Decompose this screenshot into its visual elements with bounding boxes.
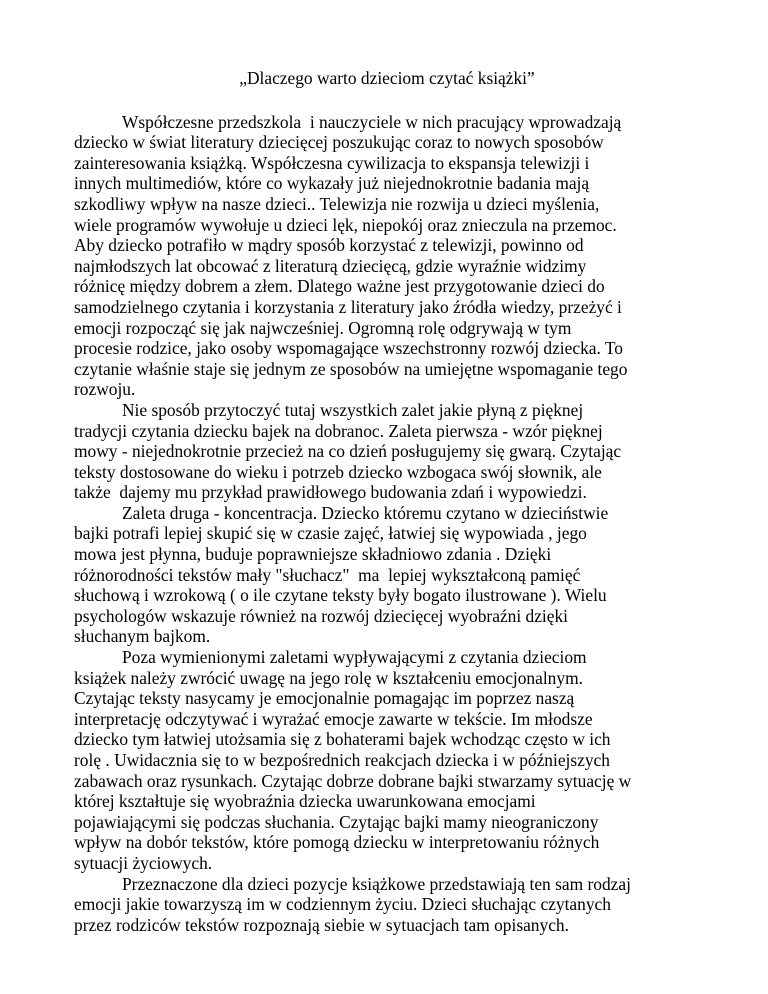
text-line: sytuacji życiowych. — [74, 852, 213, 873]
text-line: Przeznaczone dla dzieci pozycje książkowe przedstawiają ten sam rodzaj — [122, 873, 631, 894]
text-line: emocji jakie towarzyszą im w codziennym życiu. Dzieci słuchając czytanych — [74, 894, 611, 915]
text-line: wpływ na dobór tekstów, które pomogą dziecku w interpretowaniu różnych — [74, 832, 600, 853]
document-page — [74, 68, 700, 935]
text-line: Poza wymienionymi zaletami wypływającymi z czytania dzieciom — [122, 647, 587, 668]
text-line: najmłodszych lat obcować z literaturą dziecięcą, gdzie wyraźnie widzimy — [74, 255, 587, 276]
text-line: czytanie właśnie staje się jednym ze sposobów na umiejętne wspomaganie tego — [74, 358, 628, 379]
text-line: bajki potrafi lepiej skupić się w czasie zajęć, łatwiej się wypowiada , jego — [74, 523, 587, 544]
text-line: mowy - niejednokrotnie przecież na co dzień posługujemy się gwarą. Czytając — [74, 441, 622, 462]
document-body — [74, 112, 700, 936]
paragraph — [74, 647, 700, 874]
text-line: mowa jest płynna, buduje poprawniejsze składniowo zdania . Dzięki — [74, 544, 552, 565]
text-line: interpretację odczytywać i wyrażać emocje zawarte w tekście. Im młodsze — [74, 708, 593, 729]
text-line: tradycji czytania dziecku bajek na dobranoc. Zaleta pierwsza - wzór pięknej — [74, 420, 603, 441]
paragraph — [74, 503, 700, 647]
text-line: Czytając teksty nasycamy je emocjonalnie pomagając im poprzez naszą — [74, 688, 575, 709]
text-line: której kształtuje się wyobraźnia dziecka uwarunkowana emocjami — [74, 791, 536, 812]
paragraph — [74, 400, 700, 503]
text-line: wiele programów wywołuje u dzieci lęk, niepokój oraz znieczula na przemoc. — [74, 214, 617, 235]
text-line: szkodliwy wpływ na nasze dzieci.. Telewizja nie rozwija u dzieci myślenia, — [74, 193, 600, 214]
text-line: zabawach oraz rysunkach. Czytając dobrze dobrane bajki stwarzamy sytuację w — [74, 770, 632, 791]
text-line: samodzielnego czytania i korzystania z literatury jako źródła wiedzy, przeżyć i — [74, 296, 622, 317]
document-title: „Dlaczego warto dzieciom czytać książki” — [239, 68, 535, 88]
text-line: Zaleta druga - koncentracja. Dziecko któremu czytano w dzieciństwie — [122, 502, 609, 523]
text-line: innych multimediów, które co wykazały już niejednokrotnie badania mają — [74, 173, 590, 194]
text-line: Nie sposób przytoczyć tutaj wszystkich zalet jakie płyną z pięknej — [122, 399, 584, 420]
text-line: zainteresowania książką. Współczesna cywilizacja to ekspansja telewizji i — [74, 152, 590, 173]
text-line: książek należy zwrócić uwagę na jego rolę w kształceniu emocjonalnym. — [74, 667, 583, 688]
text-line: rozwoju. — [74, 379, 136, 400]
text-line: dziecko w świat literatury dziecięcej poszukując coraz to nowych sposobów — [74, 132, 604, 153]
paragraph — [74, 112, 700, 400]
text-line: dziecko tym łatwiej utożsamia się z bohaterami bajek wchodząc często w ich — [74, 729, 611, 750]
text-line: różnicę między dobrem a złem. Dlatego ważne jest przygotowanie dzieci do — [74, 276, 605, 297]
text-line: różnorodności tekstów mały "słuchacz" ma lepiej wykształconą pamięć — [74, 564, 581, 585]
text-line: psychologów wskazuje również na rozwój dziecięcej wyobraźni dzięki — [74, 605, 568, 626]
text-line: przez rodziców tekstów rozpoznają siebie w sytuacjach tam opisanych. — [74, 914, 569, 935]
text-line: słuchanym bajkom. — [74, 626, 211, 647]
text-line: rolę . Uwidacznia się to w bezpośrednich reakcjach dziecka i w późniejszych — [74, 750, 610, 770]
text-line: Aby dziecko potrafiło w mądry sposób korzystać z telewizji, powinno od — [74, 235, 584, 256]
text-line: Współczesne przedszkola i nauczyciele w nich pracujący wprowadzają — [122, 111, 622, 132]
paragraph — [74, 874, 700, 936]
text-line: słuchową i wzrokową ( o ile czytane teksty były bogato ilustrowane ). Wielu — [74, 585, 607, 606]
text-line: procesie rodzice, jako osoby wspomagające wszechstronny rozwój dziecka. To — [74, 338, 623, 359]
text-line: także dajemy mu przykład prawidłowego budowania zdań i wypowiedzi. — [74, 482, 587, 503]
text-line: teksty dostosowane do wieku i potrzeb dziecko wzbogaca swój słownik, ale — [74, 461, 602, 482]
text-line: pojawiającymi się podczas słuchania. Czytając bajki mamy nieograniczony — [74, 811, 599, 832]
text-line: emocji rozpocząć się jak najwcześniej. Ogromną rolę odgrywają w tym — [74, 317, 572, 338]
